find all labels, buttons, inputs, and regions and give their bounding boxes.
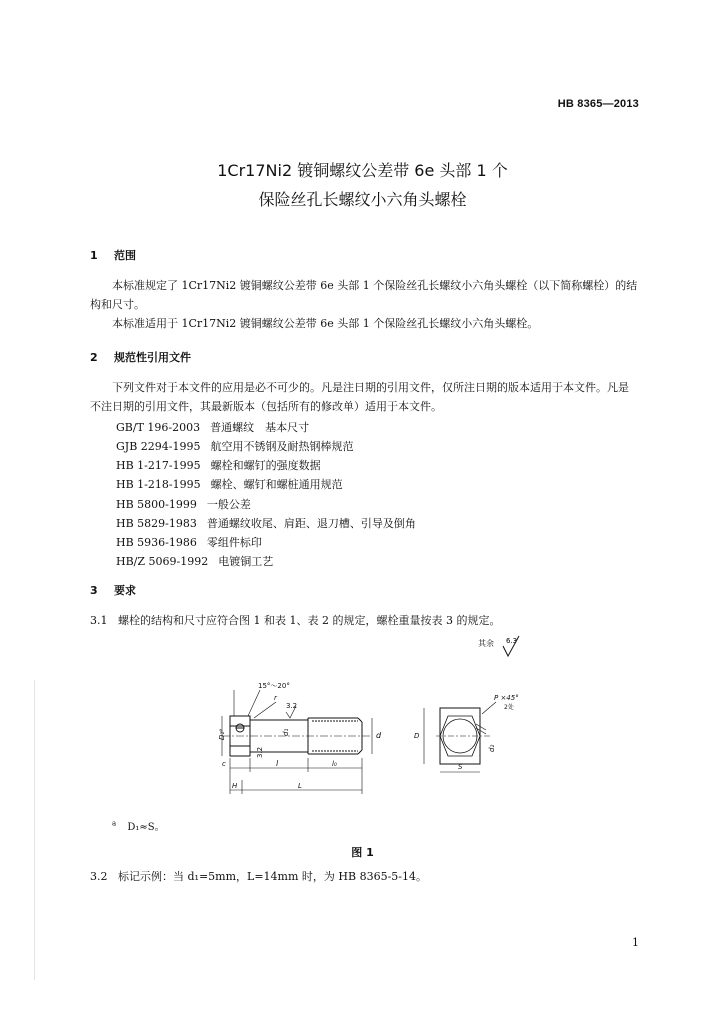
reference-item: HB/Z 5069-1992 电镀铜工艺 (116, 555, 274, 568)
label-roughness-a: 3.2 (286, 702, 298, 710)
title-line-1: 1Cr17Ni2 镀铜螺纹公差带 6e 头部 1 个 (217, 161, 508, 180)
label-r: r (274, 694, 277, 702)
figure-caption: 图 1 (351, 846, 374, 859)
label-2places: 2处 (504, 704, 514, 711)
section-number: 1 (90, 249, 98, 262)
section-2-heading (90, 349, 191, 365)
label-D1: D₁ᵃ (218, 729, 226, 740)
bolt-drawing (200, 668, 530, 803)
label-H: H (232, 782, 238, 790)
reference-item: HB 5829-1983 普通螺纹收尾、肩距、退刀槽、引导及倒角 (116, 517, 416, 530)
reference-item: GJB 2294-1995 航空用不锈钢及耐热钢棒规范 (116, 440, 354, 453)
label-L: L (298, 782, 302, 790)
label-d1: d₁ (282, 728, 290, 736)
section-1-paragraph-2: 本标准适用于 1Cr17Ni2 镀铜螺纹公差带 6e 头部 1 个保险丝孔长螺纹小六角头螺栓。 (112, 317, 539, 330)
label-l0: l₀ (332, 760, 337, 768)
figure-footnote (112, 818, 165, 833)
section-1-heading (90, 247, 136, 263)
section-number: 2 (90, 351, 98, 364)
roughness-symbol-icon (500, 632, 522, 660)
footnote-mark: a (112, 819, 117, 828)
section-title: 范围 (114, 249, 136, 262)
roughness-value: 6.3 (506, 637, 518, 645)
label-chamfer: P ×45° (494, 694, 519, 702)
section-title: 要求 (114, 584, 136, 597)
standard-code: HB 8365—2013 (557, 98, 639, 110)
footnote-text: D₁≈S。 (127, 822, 165, 833)
section-2-intro: 下列文件对于本文件的应用是必不可少的。凡是注日期的引用文件，仅所注日期的版本适用于本文件。凡是不注日期的引用文件，其最新版本（包括所有的修改单）适用于本文件。 (90, 381, 629, 413)
clause-3-2: 3.2 标记示例：当 d₁=5mm，L=14mm 时，为 HB 8365-5-14。 (90, 870, 427, 883)
page-number: 1 (632, 936, 639, 949)
label-D: D (414, 732, 420, 740)
roughness-label: 其余 (478, 639, 494, 648)
scan-margin-line (34, 680, 35, 980)
section-title: 规范性引用文件 (114, 351, 191, 364)
reference-item: GB/T 196-2003 普通螺纹 基本尺寸 (116, 421, 310, 434)
reference-item: HB 1-218-1995 螺栓、螺钉和螺桩通用规范 (116, 478, 343, 491)
label-l: l (276, 759, 279, 768)
section-number: 3 (90, 584, 98, 597)
section-3-heading (90, 582, 136, 598)
label-d: d (376, 731, 382, 740)
label-c: c (222, 760, 226, 768)
reference-item: HB 5936-1986 零组件标印 (116, 536, 262, 549)
label-angle: 15°～20° (258, 682, 290, 690)
reference-item: HB 1-217-1995 螺栓和螺钉的强度数据 (116, 459, 321, 472)
label-roughness-b: 3.2 (256, 746, 264, 758)
label-d2: d₂ (488, 744, 496, 752)
clause-3-1: 3.1 螺栓的结构和尺寸应符合图 1 和表 1、表 2 的规定，螺栓重量按表 3 的规定。 (90, 614, 501, 627)
label-S: S (458, 763, 463, 771)
section-1-paragraph-1: 本标准规定了 1Cr17Ni2 镀铜螺纹公差带 6e 头部 1 个保险丝孔长螺纹小六角头螺栓（以下简称螺栓）的结构和尺寸。 (90, 279, 638, 311)
title-line-2: 保险丝孔长螺纹小六角头螺栓 (258, 190, 467, 209)
reference-item: HB 5800-1999 一般公差 (116, 498, 251, 511)
